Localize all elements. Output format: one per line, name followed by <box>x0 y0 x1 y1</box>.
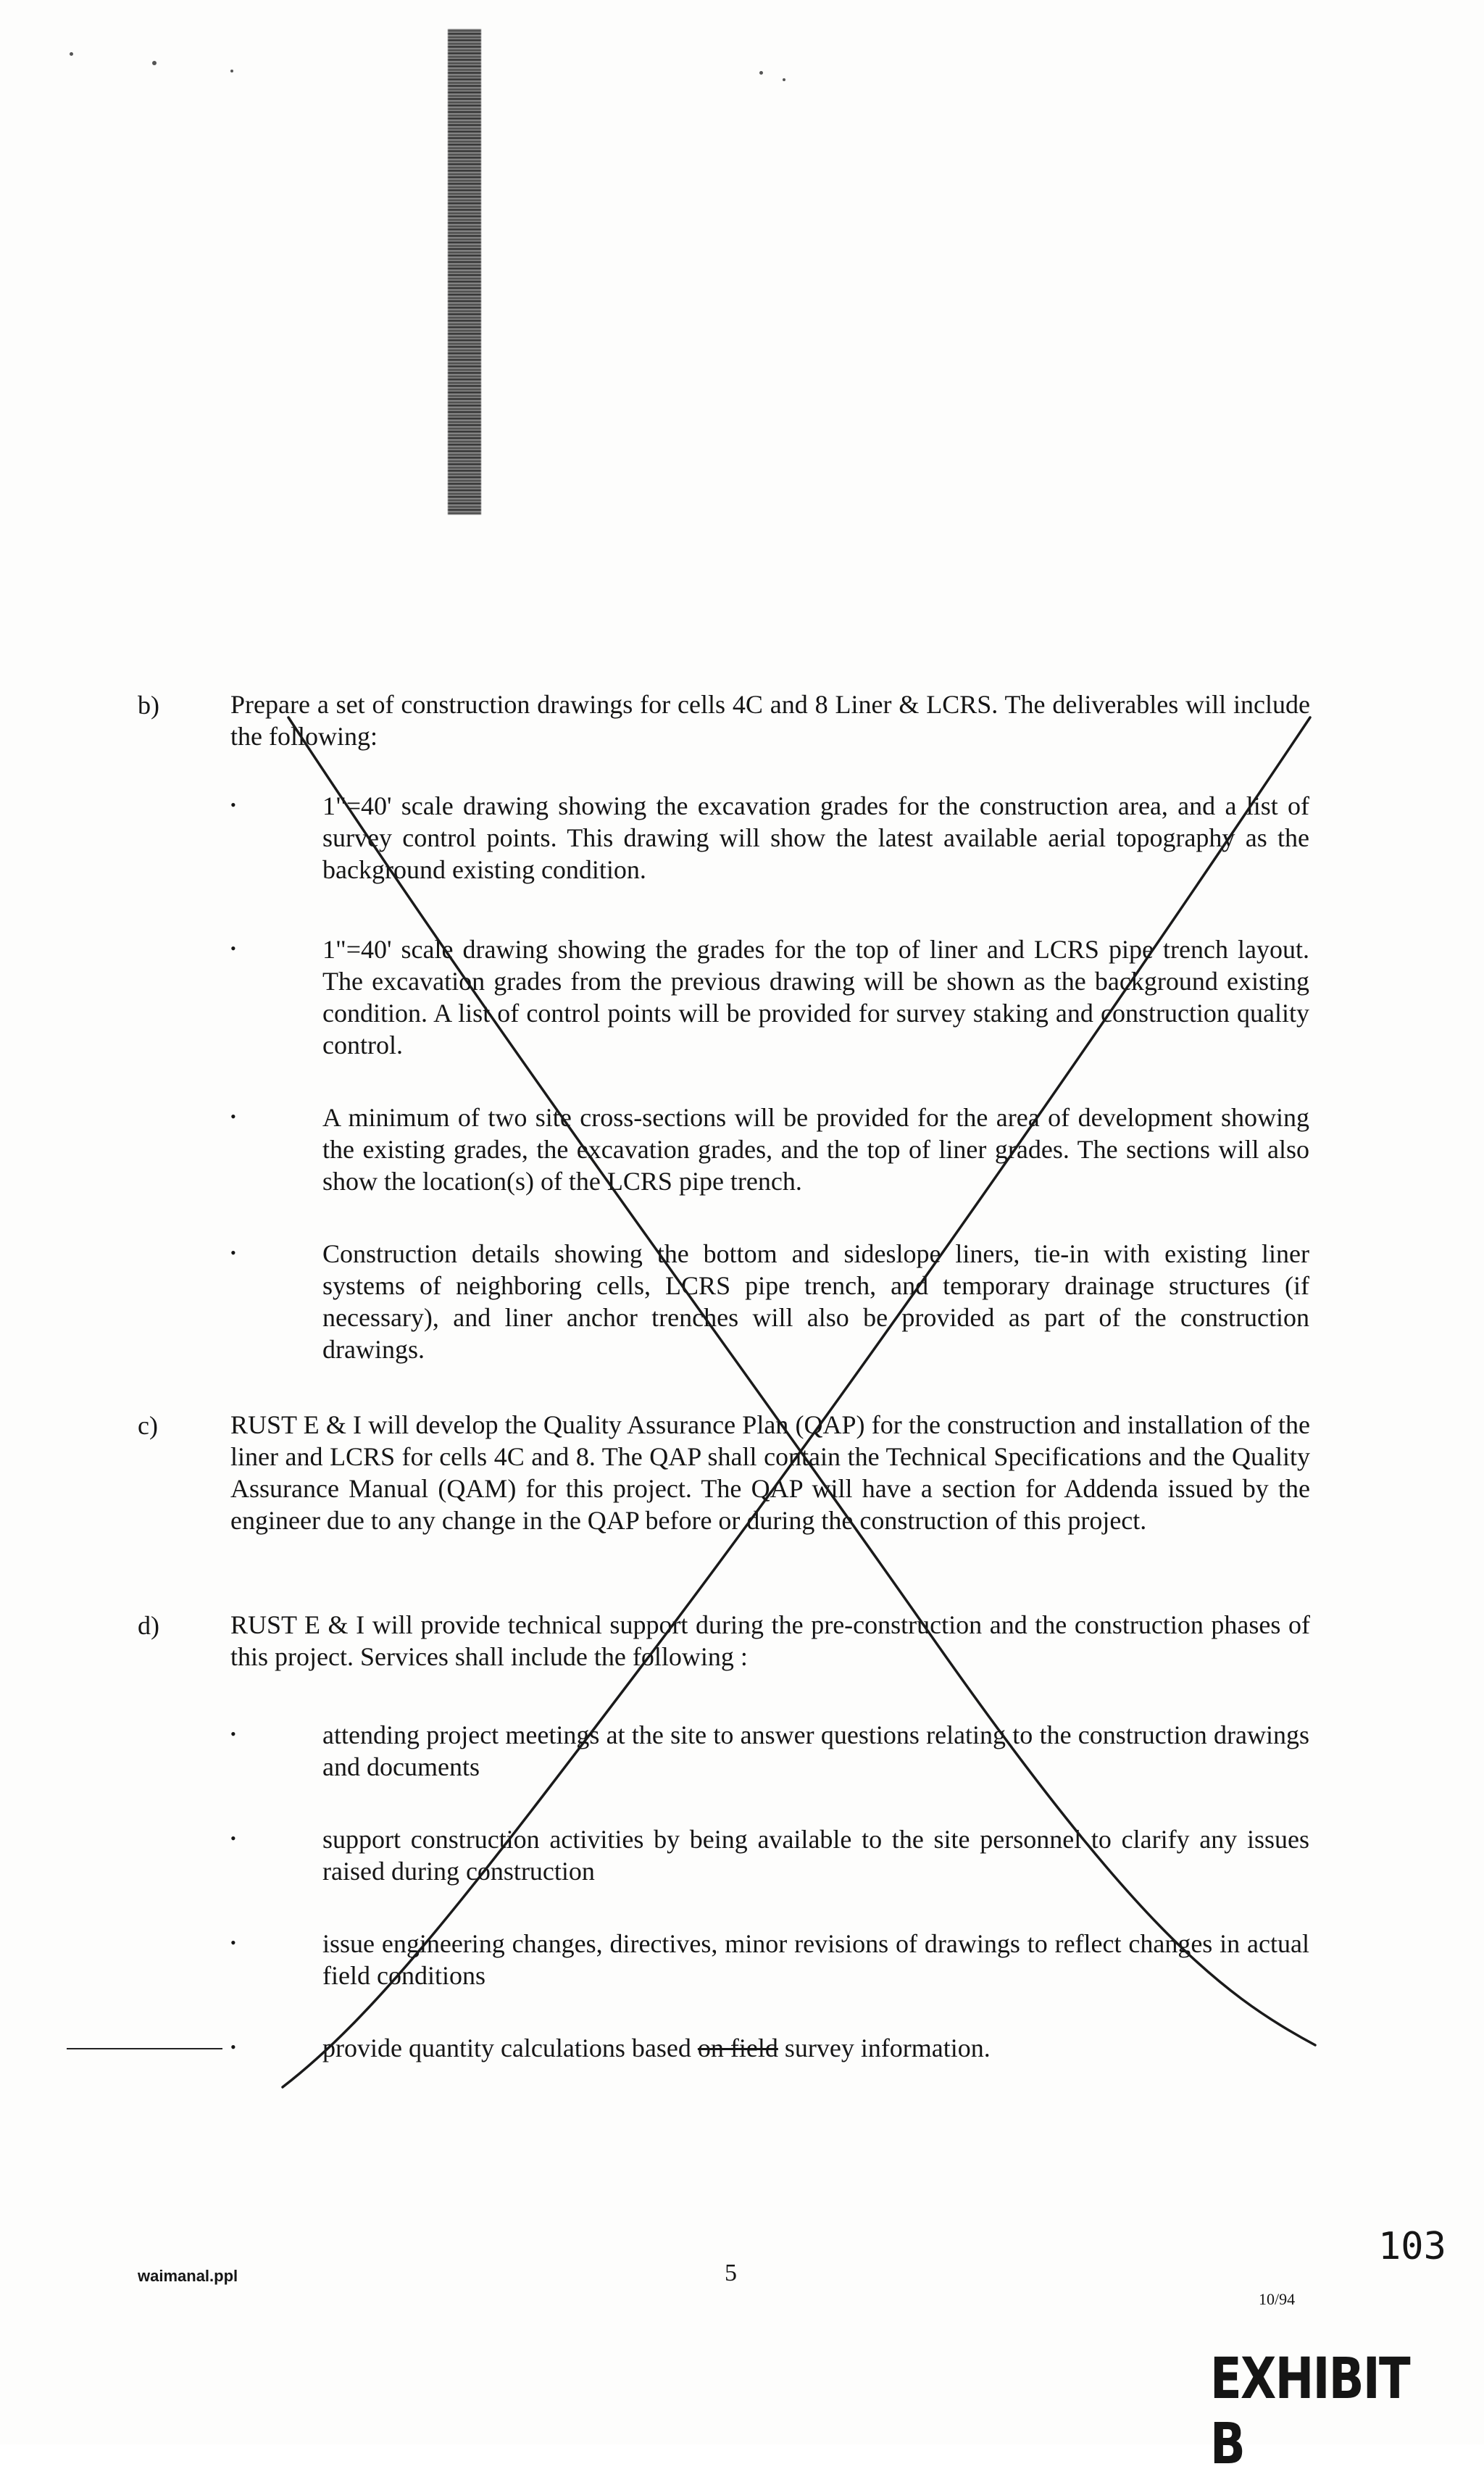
bullet-glyph: • <box>230 2038 236 2056</box>
scan-speck <box>70 52 73 56</box>
section-b-bullet-1: 1"=40' scale drawing showing the excavation grades for the construction area, and a list of survey control points. This drawing will show the latest available aerial topography as the background existing condition. <box>322 791 1309 884</box>
footer-date-code: 10/94 <box>1259 2290 1296 2308</box>
exhibit-label: EXHIBIT B <box>1210 2347 1410 2477</box>
bullet-glyph: • <box>230 1933 236 1952</box>
section-b-text: Prepare a set of construction drawings for cells 4C and 8 Liner & LCRS. The deliverables will include the following: <box>230 690 1310 751</box>
section-c-text: RUST E & I will develop the Quality Assurance Plan (QAP) for the construction and installation of the liner and LCRS for cells 4C and 8. The QAP shall contain the Technical Specifications and the Quality Assurance Manual (QAM) for this project. The QAP will have a section for Addenda issued by the engineer due to any change in the QAP before or during the construction of this project. <box>230 1410 1310 1535</box>
footer-page-number: 5 <box>725 2260 737 2286</box>
section-b-bullet-2: 1"=40' scale drawing showing the grades for the top of liner and LCRS pipe trench layout. The excavation grades from the previous drawing will be shown as the background existing condition. A list of control points will be provided for survey staking and construction quality control. <box>322 935 1309 1060</box>
scan-speck <box>230 70 233 72</box>
section-b-label: b) <box>138 691 159 720</box>
scan-speck <box>759 71 763 75</box>
bullet-glyph: • <box>230 939 236 957</box>
bullet-glyph: • <box>230 1829 236 1847</box>
scan-speck <box>783 78 785 81</box>
page-stamp: 103 <box>1378 2225 1446 2268</box>
bullet-glyph: • <box>230 1244 236 1262</box>
section-b-bullet-4: Construction details showing the bottom and sideslope liners, tie-in with existing liner systems of neighboring cells, LCRS pipe trench, and temporary drainage structures (if necessary), and liner anchor trenches will also be provided as part of the construction drawings. <box>322 1239 1309 1364</box>
bullet-text-before: provide quantity calculations based <box>322 2033 698 2062</box>
margin-rule <box>67 2048 222 2049</box>
section-d-label: d) <box>138 1611 159 1640</box>
section-d-bullet-3: issue engineering changes, directives, minor revisions of drawings to reflect changes in actual field conditions <box>322 1929 1309 1990</box>
section-d-bullet-2: support construction activities by being available to the site personnel to clarify any issues raised during construction <box>322 1825 1309 1886</box>
struck-text: on field <box>697 2033 778 2062</box>
section-d-text: RUST E & I will provide technical support during the pre-construction and the construction phases of this project. Services shall include the following : <box>230 1610 1310 1671</box>
bullet-glyph: • <box>230 796 236 814</box>
section-d-bullet-4 <box>322 2032 1309 2064</box>
section-c-label: c) <box>138 1411 158 1440</box>
bullet-glyph: • <box>230 1725 236 1743</box>
scan-speck <box>152 61 157 65</box>
section-b-bullet-3: A minimum of two site cross-sections will be provided for the area of development showing the existing grades, the excavation grades, and the top of liner grades. The sections will also show the location(s) of the LCRS pipe trench. <box>322 1103 1309 1196</box>
bullet-text-after: survey information. <box>778 2033 991 2062</box>
section-d-bullet-1: attending project meetings at the site to answer questions relating to the construction drawings and documents <box>322 1720 1309 1781</box>
bullet-glyph: • <box>230 1107 236 1125</box>
footer-filename: waimanal.ppl <box>138 2267 238 2285</box>
scan-artifact-strip <box>448 29 481 515</box>
